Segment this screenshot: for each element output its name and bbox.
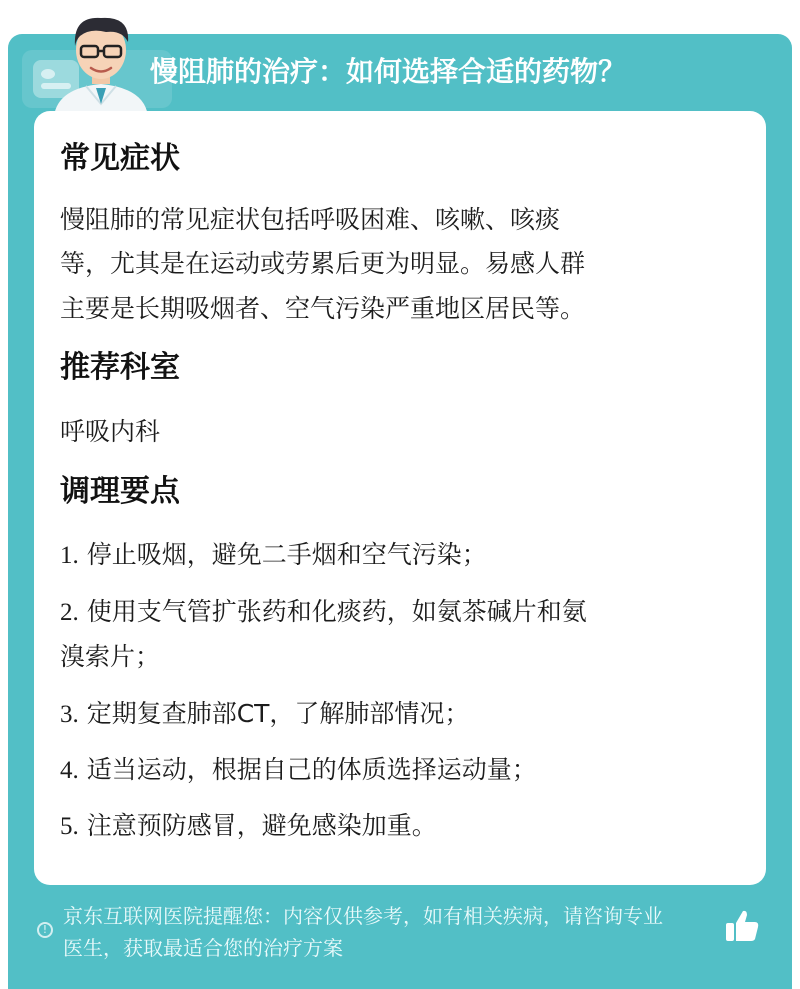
care-item-2 [60, 592, 740, 633]
section-title-department: 推荐科室 [60, 350, 180, 385]
care-item-number: 4. [60, 757, 79, 784]
department-text: 呼吸内科 [60, 417, 161, 446]
page-title: 慢阻肺的治疗：如何选择合适的药物？ [150, 55, 627, 88]
care-item-2-continued: 溴索片； [60, 642, 161, 671]
care-item-3 [60, 694, 740, 735]
care-item-text: 停止吸烟，避免二手烟和空气污染； [86, 540, 487, 569]
care-item-number: 3. [60, 701, 79, 728]
care-item-4 [60, 750, 740, 791]
footer-disclaimer [63, 900, 731, 964]
care-item-number: 2. [60, 599, 79, 626]
symptoms-line-1: 慢阻肺的常见症状包括呼吸困难、咳嗽、咳痰 [60, 205, 561, 234]
care-item-number: 5. [60, 813, 79, 840]
symptoms-line-3: 主要是长期吸烟者、空气污染严重地区居民等。 [60, 294, 586, 323]
care-item-number: 1. [60, 542, 79, 569]
footer-line-1: 京东互联网医院提醒您：内容仅供参考，如有相关疾病，请咨询专业 [63, 904, 663, 928]
care-item-1 [60, 535, 740, 576]
care-item-5 [60, 806, 740, 847]
section-title-symptoms: 常见症状 [60, 141, 180, 176]
care-item-text: 使用支气管扩张药和化痰药，如氨茶碱片和氨 [86, 597, 587, 626]
footer-line-2: 医生，获取最适合您的治疗方案 [63, 936, 343, 960]
info-icon: ! [37, 922, 53, 938]
section-title-care: 调理要点 [60, 474, 180, 509]
doctor-avatar [46, 6, 156, 116]
care-item-text: 注意预防感冒，避免感染加重。 [86, 811, 437, 840]
symptoms-line-2: 等，尤其是在运动或劳累后更为明显。易感人群 [60, 249, 586, 278]
thumbs-up-icon[interactable] [724, 908, 760, 944]
care-item-text: 定期复查肺部CT，了解肺部情况； [86, 699, 470, 728]
content-card [34, 111, 766, 885]
care-item-text: 适当运动，根据自己的体质选择运动量； [86, 755, 537, 784]
